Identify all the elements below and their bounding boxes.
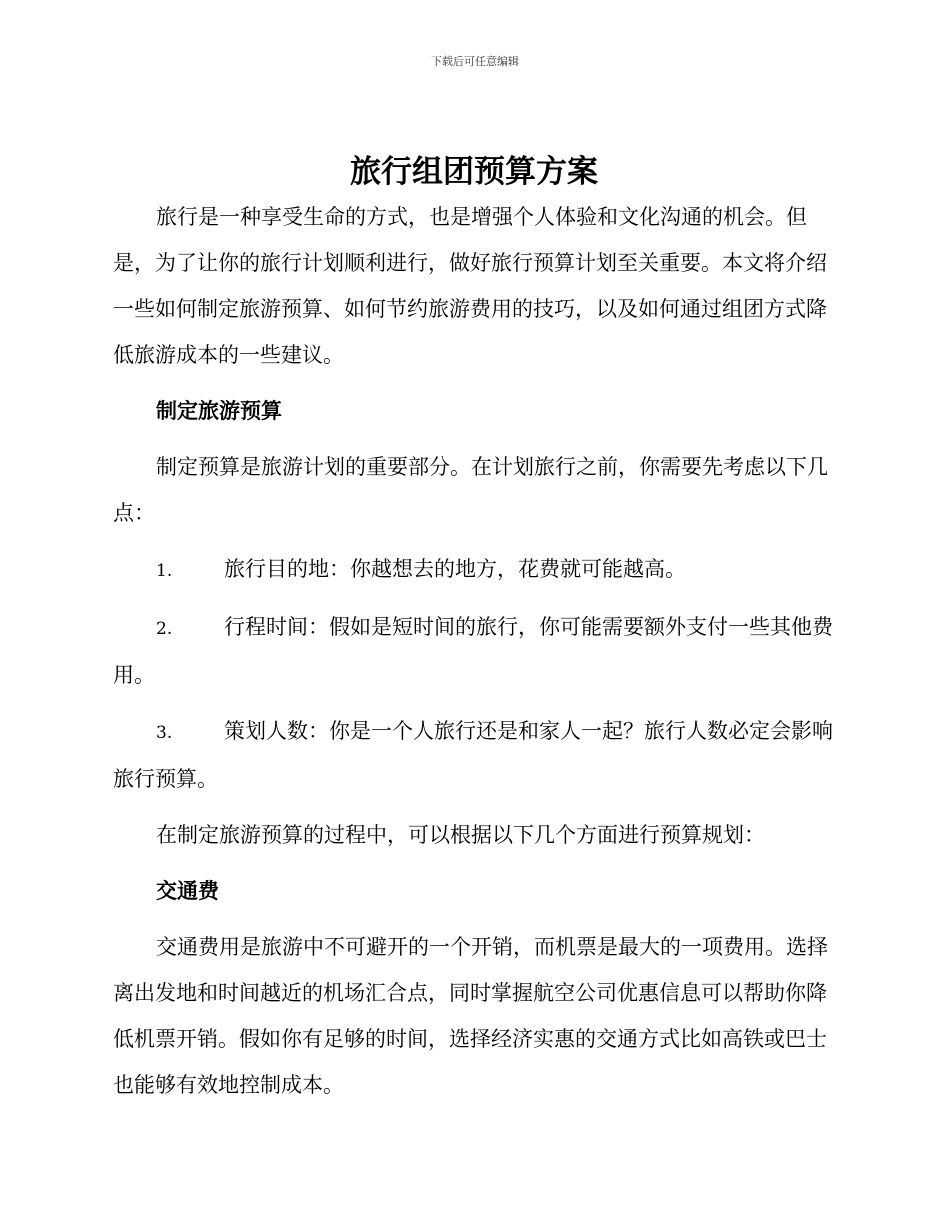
list-number: 1. xyxy=(156,561,173,581)
list-item-text: 旅行目的地：你越想去的地方，花费就可能越高。 xyxy=(224,557,686,581)
list-number: 2. xyxy=(156,619,173,639)
section-heading-budget: 制定旅游预算 xyxy=(156,399,282,423)
list-item-text: 行程时间：假如是短时间的旅行，你可能需要额外支付一些其他费用。 xyxy=(113,615,833,687)
document-title: 旅行组团预算方案 xyxy=(350,154,598,190)
budget-followup-paragraph: 在制定旅游预算的过程中，可以根据以下几个方面进行预算规划： xyxy=(156,823,765,847)
intro-paragraph: 旅行是一种享受生命的方式，也是增强个人体验和文化沟通的机会。但是，为了让你的旅行计划顺利进行，做好旅行预算计划至关重要。本文将介绍一些如何制定旅游预算、如何节约旅游费用的技巧，以及如何通过组团方式降低旅游成本的一些建议。 xyxy=(113,205,827,367)
list-number: 3. xyxy=(156,723,173,743)
list-item-text: 策划人数：你是一个人旅行还是和家人一起？旅行人数必定会影响旅行预算。 xyxy=(113,719,833,791)
section-heading-transport: 交通费 xyxy=(156,879,219,903)
list-item xyxy=(113,546,835,594)
list-item xyxy=(113,604,835,698)
document-body xyxy=(113,150,835,1108)
budget-lead-paragraph: 制定预算是旅游计划的重要部分。在计划旅行之前，你需要先考虑以下几点： xyxy=(113,455,828,525)
transport-paragraph: 交通费用是旅游中不可避开的一个开销，而机票是最大的一项费用。选择离出发地和时间越近的机场汇合点，同时掌握航空公司优惠信息可以帮助你降低机票开销。假如你有足够的时间，选择经济实惠的交通方式比如高铁或巴士也能够有效地控制成本。 xyxy=(113,935,828,1097)
page-header-note: 下载后可任意编辑 xyxy=(431,55,519,68)
list-item xyxy=(113,708,835,802)
